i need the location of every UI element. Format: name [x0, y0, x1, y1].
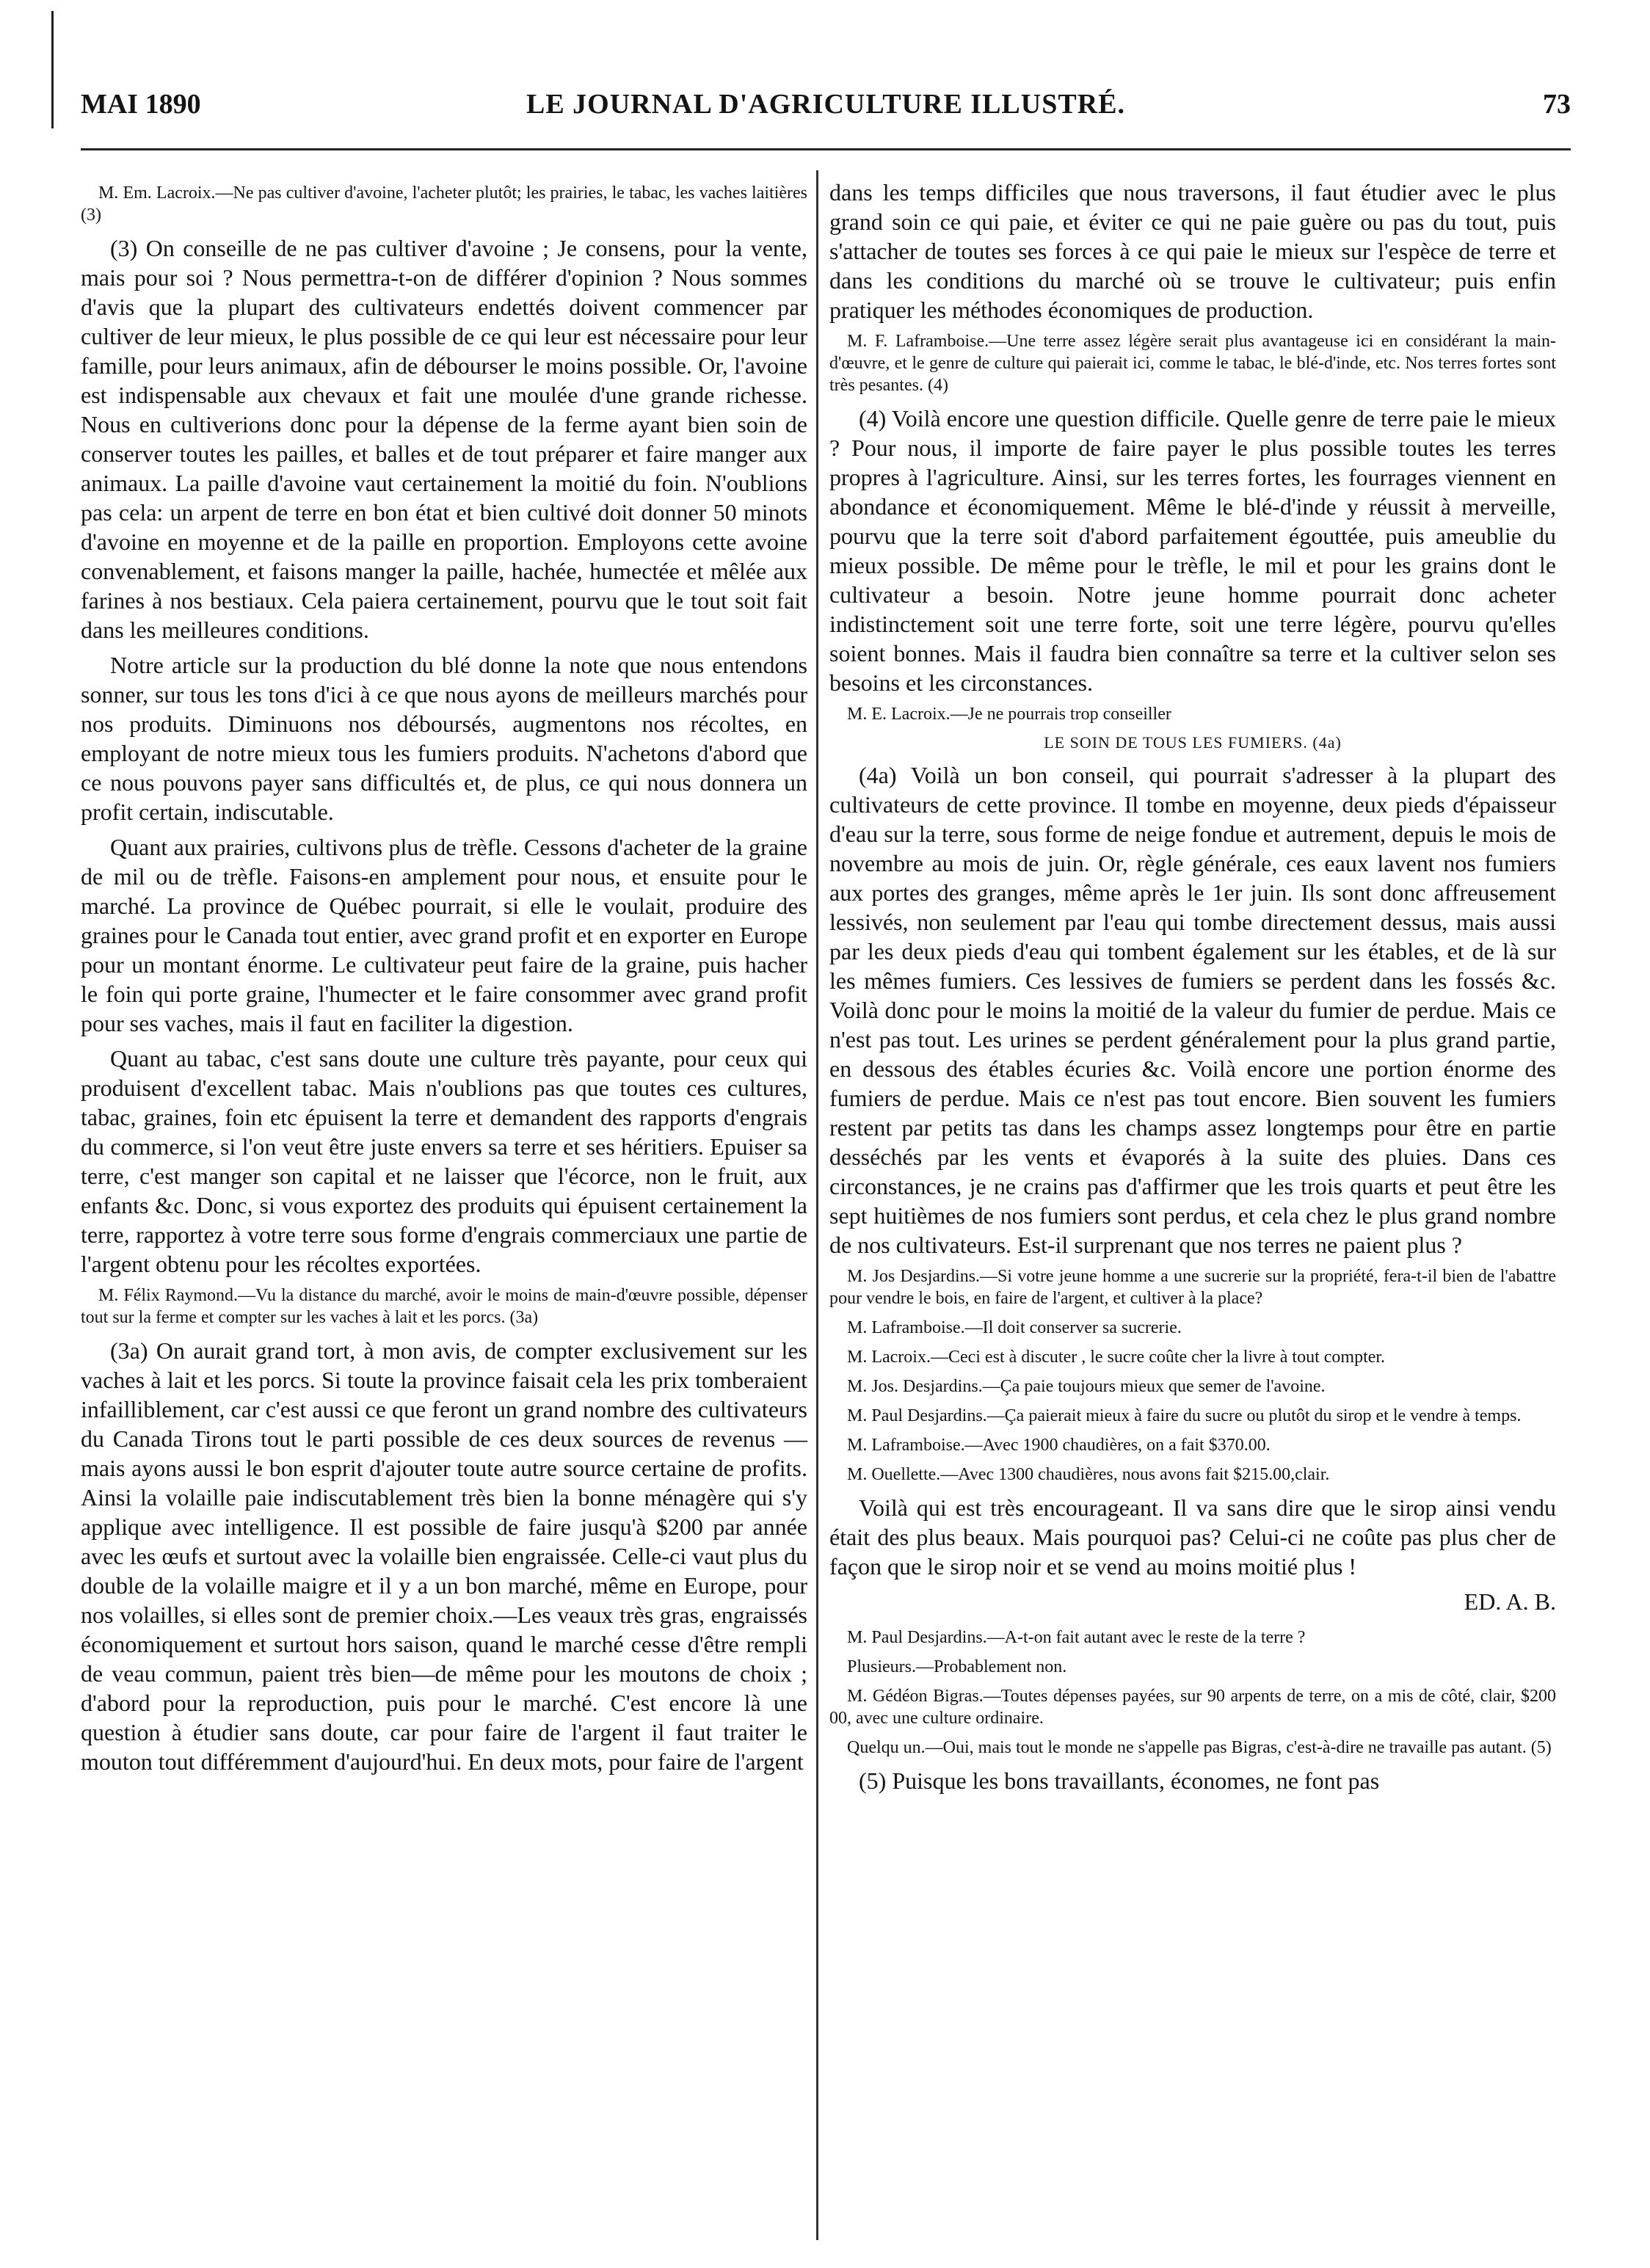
paragraph: Notre article sur la production du blé donne la note que nous entendons sonner, sur tous les tons d'ici à ce que nous ayons de meilleurs marchés pour nos produits. Diminuons nos déboursés, augmentons nos récoltes, en employant de notre mieux tous les fumiers produits. N'achetons d'abord que ce nous pouvons payer sans difficultés et, de plus, ce qui nous donnera un profit certain, indiscutable.: [81, 652, 807, 825]
paragraph: (3a) On aurait grand tort, à mon avis, de compter exclusivement sur les vaches à lait et les porcs. Si toute la province faisait cela les prix tomberaient infailliblement, car c'est aussi ce que feront un grand nombre des cultivateurs du Canada Tirons tout le parti possible de ces deux sources de revenus —mais ayons aussi le bon esprit d'ajouter toute autre source certaine de profits. Ainsi la volaille paie indiscutablement très bien la bonne ménagère qui s'y applique avec intelligence. Il est possible de faire jusqu'à $200 par année avec les œufs et surtout avec la volaille bien engraissée. Celle-ci vaut plus du double de la volaille maigre et il y a un bon marché, même en Europe, pour nos volailles, si elles sont de premier choix.—Les veaux très gras, engraissés économiquement et surtout hors saison, quand le marché cesse d'être rempli de veau commun, paient très bien—de même pour les moutons de choix ; d'abord pour la reproduction, puis pour le marché. C'est encore là une question à étudier sans doute, car pour faire de l'argent il faut traiter le mouton tout différemment d'aujourd'hui. En deux mots, pour faire de l'argent: [81, 1337, 807, 1775]
speaker-remark: M. Ouellette.—Avec 1300 chaudières, nous avons fait $215.00,clair.: [847, 1465, 1330, 1484]
right-column: [829, 178, 1556, 1801]
paragraph: (4) Voilà encore une question difficile. Quelle genre de terre paie le mieux ? Pour nous, il importe de faire payer le plus possible toutes les terres propres à l'agriculture. Ainsi, sur les terres fortes, les fourrages viennent en abondance et économiquement. Même le blé-d'inde y réussit à merveille, pourvu que la terre soit d'abord parfaitement égouttée, puis ameublie du mieux possible. De même pour le trèfle, le mil et pour les grains dont le cultivateur a besoin. Notre jeune homme pourrait donc acheter indistinctement soit une terre forte, soit une terre légère, pourvu qu'elles soient bonnes. Mais il faudra bien connaître sa terre et la cultiver selon ses besoins et les circonstances.: [829, 405, 1556, 696]
header-rule: [81, 148, 1571, 150]
header-date: MAI 1890: [81, 89, 201, 120]
paragraph: dans les temps difficiles que nous traversons, il faut étudier avec le plus grand soin ce qui paie, et éviter ce qui ne paie guère ou pas du tout, puis s'attacher de toutes ses forces à ce qui paie le mieux sur l'espèce de terre et dans les conditions du marché où se trouve le cultivateur; puis enfin pratiquer les méthodes économiques de production.: [829, 179, 1556, 323]
paragraph: Voilà qui est très encourageant. Il va sans dire que le sirop ainsi vendu était des plus beaux. Mais pourquoi pas? Celui-ci ne coûte pas plus cher de façon que le sirop noir et se vend au moins moitié plus !: [829, 1494, 1556, 1580]
right-column-top: [829, 178, 1556, 725]
paragraph: (4a) Voilà un bon conseil, qui pourrait s'adresser à la plupart des cultivateurs de cette province. Il tombe en moyenne, deux pieds d'épaisseur d'eau sur la terre, sous forme de neige fondue et autrement, depuis le mois de novembre au mois de juin. Or, règle générale, ces eaux lavent nos fumiers aux portes des granges, même après le 1er juin. Ils sont donc affreusement lessivés, non seulement par l'eau qui tombe directement dessus, mais aussi par les deux pieds d'eau qui tombent également sur les étables, et de là sur les mêmes fumiers. Ces lessives de fumiers se perdent dans les fossés &c. Voilà donc pour le moins la moitié de la valeur du fumier de perdue. Mais ce n'est pas tout. Les urines se perdent généralement pour la plus grand partie, en dessous des étables écuries &c. Voilà encore une portion énorme des fumiers de perdue. Mais ce n'est pas tout encore. Bien souvent les fumiers restent par petits tas dans les champs assez longtemps pour être en partie desséchés par les vents et évaporés à la suite des pluies. Dans ces circonstances, je ne crains pas d'affirmer que les trois quarts et peut être les sept huitièmes de nos fumiers sont perdus, et cela chez le plus grand nombre de nos cultivateurs. Est-il surprenant que nos terres ne paient plus ?: [829, 762, 1556, 1258]
speaker-remark: M. Gédéon Bigras.—Toutes dépenses payées, sur 90 arpents de terre, on a mis de côté, clair, $200 00, avec une culture ordinaire.: [829, 1687, 1556, 1728]
speaker-remark: M. F. Laframboise.—Une terre assez légère serait plus avantageuse ici en considérant la main-d'œuvre, et le genre de culture qui paierait ici, comme le tabac, le blé-d'inde, etc. Nos terres fortes sont très pesantes. (4): [829, 332, 1556, 395]
speaker-remark: M. Jos Desjardins.—Si votre jeune homme a une sucrerie sur la propriété, fera-t-il bien de l'abattre pour vendre le bois, en faire de l'argent, et cultiver à la place?: [829, 1267, 1556, 1308]
speaker-remark: Quelqu un.—Oui, mais tout le monde ne s'appelle pas Bigras, c'est-à-dire ne travaille pas autant. (5): [847, 1738, 1552, 1757]
left-column: [81, 178, 807, 1782]
running-header: [81, 88, 1571, 132]
page-number: 73: [1543, 89, 1571, 120]
speaker-remark: M. Em. Lacroix.—Ne pas cultiver d'avoine, l'acheter plutôt; les prairies, le tabac, les vaches laitières (3): [81, 183, 807, 225]
signature-line: [829, 1587, 1556, 1616]
paragraph: (3) On conseille de ne pas cultiver d'avoine ; Je consens, pour la vente, mais pour soi ? Nous permettra-t-on de différer d'opinion ? Nous sommes d'avis que la plupart des cultivateurs endettés doivent commencer par cultiver de leur mieux, le plus possible de ce qui leur est nécessaire pour leur famille, pour leurs animaux, afin de débourser le moins possible. Or, l'avoine est indispensable aux chevaux et fait une moulée d'une grande richesse. Nous en cultiverions donc pour la dépense de la ferme ayant bien soin de conserver toutes les pailles, et balles et de tout préparer et faire manger aux animaux. La paille d'avoine vaut certainement la moitié du foin. N'oublions pas cela: un arpent de terre en bon état et bien cultivé doit donner 50 minots d'avoine en moyenne et de la paille en proportion. Employons cette avoine convenablement, et faisons manger la paille, hachée, humectée et mêlée aux farines à nos bestiaux. Cela paiera certainement, pourvu que le tout soit fait dans les meilleures conditions.: [81, 235, 807, 643]
page-edge-mark: [51, 11, 54, 128]
speaker-remark: Plusieurs.—Probablement non.: [847, 1657, 1067, 1676]
speaker-remark: M. Paul Desjardins.—Ça paierait mieux à faire du sucre ou plutôt du sirop et le vendre à temps.: [847, 1406, 1522, 1425]
speaker-remark: M. Félix Raymond.—Vu la distance du marché, avoir le moins de main-d'œuvre possible, dépenser tout sur la ferme et compter sur les vaches à lait et les porcs. (3a): [81, 1286, 807, 1327]
speaker-remark: M. Lacroix.—Ceci est à discuter , le sucre coûte cher la livre à tout compter.: [847, 1348, 1386, 1367]
paragraph: (5) Puisque les bons travaillants, économes, ne font pas: [859, 1767, 1380, 1794]
speaker-remark: M. E. Lacroix.—Je ne pourrais trop conseiller: [847, 705, 1171, 724]
right-column-middle: [829, 760, 1556, 1581]
paragraph: Quant au tabac, c'est sans doute une culture très payante, pour ceux qui produisent d'excellent tabac. Mais n'oublions pas que toutes ces cultures, tabac, graines, foin etc épuisent la terre et demandent des rapports d'engrais du commerce, si l'on veut être juste envers sa terre et ses héritiers. Epuiser sa terre, c'est manger son capital et ne laisser que l'écorce, non le fruit, aux enfants &c. Donc, si vous exportez des produits qui épuisent certainement la terre, rapportez à votre terre sous forme d'engrais commerciaux une partie de l'argent obtenu pour les récoltes exportées.: [81, 1045, 807, 1277]
smallcaps-heading: LE SOIN DE TOUS LES FUMIERS. (4a): [1044, 733, 1342, 752]
speaker-remark: M. Paul Desjardins.—A-t-on fait autant avec le reste de la terre ?: [847, 1628, 1306, 1647]
column-divider: [816, 170, 818, 2240]
speaker-remark: M. Laframboise.—Avec 1900 chaudières, on a fait $370.00.: [847, 1436, 1271, 1455]
paragraph: Quant aux prairies, cultivons plus de trèfle. Cessons d'acheter de la graine de mil ou de trèfle. Faisons-en amplement pour nous, et ensuite pour le marché. La province de Québec pourrait, si elle le voulait, produire des graines pour le Canada tout entier, avec grand profit et en exporter en Europe pour un montant énorme. Le cultivateur peut faire de la graine, puis hacher le foin qui porte graine, l'humecter et le faire consommer avec grand profit pour ses vaches, mais il faut en faciliter la digestion.: [81, 834, 807, 1036]
speaker-remark: M. Jos. Desjardins.—Ça paie toujours mieux que semer de l'avoine.: [847, 1377, 1326, 1396]
speaker-remark: M. Laframboise.—Il doit conserver sa sucrerie.: [847, 1318, 1182, 1337]
editor-signature: ED. A. B.: [1464, 1588, 1556, 1615]
right-column-bottom: [829, 1627, 1556, 1795]
journal-title: LE JOURNAL D'AGRICULTURE ILLUSTRÉ.: [526, 89, 1125, 120]
